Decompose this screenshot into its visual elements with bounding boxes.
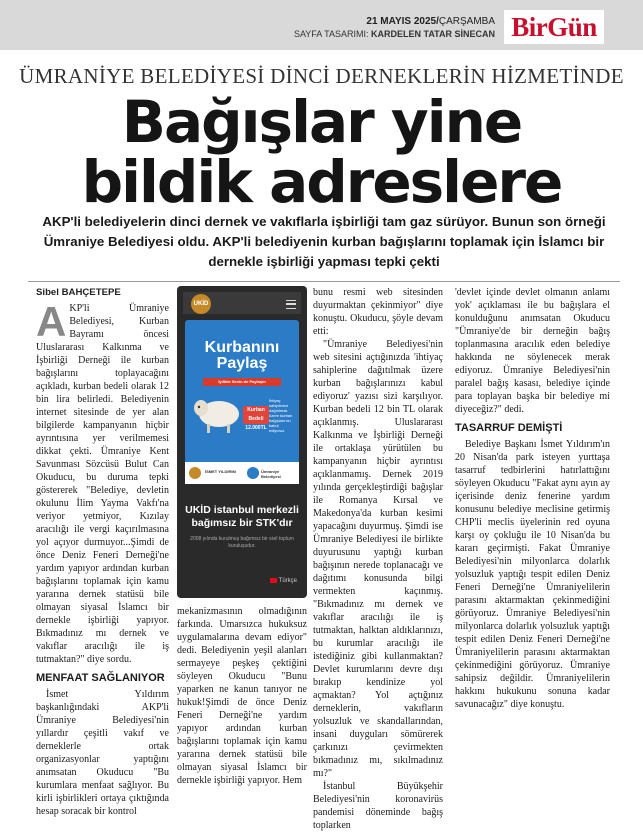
price-value: 12.000TL	[245, 425, 267, 431]
lead-paragraph	[36, 298, 169, 666]
sheep-image	[191, 390, 243, 434]
column-2	[177, 605, 307, 786]
newspaper-logo	[504, 10, 604, 44]
poster-footer	[185, 462, 299, 484]
paragraph: 'devlet içinde devlet olmanın anlamı yok' açıklaması ile bu bağışlara el konulduğunu anımsatan Okuducu "Ümraniye'de bir derneğin bağış toplanmasına aracılık eden belediye hakkında ne söylenecek merak ediyoruz. Ümraniye Belediyesi'nin paralel bağış kasası, belediye içinde para toplayan başka bir belediye mi diyeceğiz?" dedi.	[455, 287, 610, 415]
author-byline: Sibel BAHÇETEPE	[36, 287, 121, 298]
site-header	[183, 292, 301, 314]
column-4	[455, 286, 610, 734]
paragraph: İstanbul Büyükşehir Belediyesi'nin koronavirüs pandemisi döneminde bağış toplarken	[313, 781, 443, 831]
paragraph: Belediye Başkanı İsmet Yıldırım'ın 20 Nisan'da park isteyen yurttaşa tasarruf tedbirlerini hatırlattığını söyleyen Okuducu "Fakat aynı ayın ay içerisinde deniz fenerine yardım konusunu belediye meclisine getirmiş CHP'li meclis üyelerinin red oyuna karşı oy çokluğu ile 10 Nisan'da bu kararı geçirmişti. Fakat Ümraniye Belediyesi'nin milyonlarca dolarlık yolsuzluk yaptığı tespit edilen Deniz Feneri Derneği'ne Ümraniyelilerin parasını aktarmaktan çekinmediğini görüyoruz. Ümraniye Belediyesi'nin milyonlarca dolarlık yolsuzluk yaptığı tespit edilen Deniz Feneri Derneği'ne Ümraniyelilerin parasını aktarmaktan çekinmediğini görüyoruz. Ümraniye sahipsiz değildir. Ümraniyelilerin hakkını hukukunu sonuna kadar savunacağız" diye konuştu.	[455, 439, 610, 710]
footer-right-text: Ümraniye Belediyesi	[261, 469, 281, 479]
footer-left-text: İSMET YILDIRIM	[205, 469, 236, 474]
overline: ÜMRANİYE BELEDİYESİ DİNCİ DERNEKLERİN HİZMETİNDE	[19, 64, 624, 88]
article-spot: AKP'li belediyelerin dinci dernek ve vakıflarla işbirliği tam gaz sürüyor. Bunun son örneği Ümraniye Belediyesi oldu. AKP'li belediyenin kurban bağışlarını toplamak için İslamcı bir dernekle işbirliği yapması tepki çekti	[42, 214, 606, 269]
logo-text: BirGün	[511, 11, 597, 42]
subheading: TASARRUF DEMİŞTİ	[455, 422, 563, 434]
column-1	[36, 298, 169, 817]
poster-title	[189, 340, 295, 372]
date-text: 21 MAYIS 2025/	[366, 16, 439, 27]
issue-date	[366, 16, 495, 27]
poster-tagline: İyilikte Sevin de Paylaşın	[203, 378, 281, 386]
website-screenshot-photo	[177, 286, 307, 598]
hamburger-menu-icon	[286, 300, 296, 309]
site-caption: UKİD istanbul merkezli bağımsız bir STK'dır	[185, 504, 299, 529]
headline	[0, 88, 643, 216]
drop-cap: A	[36, 298, 67, 345]
lead-text: KP'li Ümraniye Belediyesi, Kurban Bayramı öncesi Uluslararası Kalkınma ve İşbirliği Derneği ile kurban bağışlarını toplayacağını açıkladı, kurban bedeli olarak 12 bin lira belirledi. Belediyenin internet sitesinde de yer alan bilgilerde kampanyanın hiçbir ayrıntısına yer verilmemesi dikkat çekti. Ümraniye Kent Savunması Sözcüsü Bulut Can Okuducu, bu duruma tepki göstererek "Belediye, devletin okulunu İlim Yayma Vakfı'na veriyor yetmiyor, Kızılay aracılığı ile vergi kaçırılmasına yol açıyor durmuyor...Şimdi de önce Deniz Feneri Derneği'ne yardım yapıyor ardından kurban bağışlarını toplamak için kamu yararına dernek statüsü bile olmayan siyasal İslamcı bir dernekle işbirliği yapıyor. Bıkmadınız mı dernek ve vakıflar aracılığı ile iş tutmaktan?" diye sordu.	[36, 303, 169, 665]
page-header-bar	[0, 0, 643, 50]
poster-side-text: İhtiyaç sahiplerine dağıtılmak üzere kurban bağışlarınızı kabul ediyoruz.	[269, 398, 293, 433]
headline-line-2: bildik adreslere	[81, 148, 562, 216]
paragraph: "Ümraniye Belediyesi'nin web sitesini açtığınızda 'ihtiyaç sahiplerine dağıtılmak üzere kurban bağışlarınızı kabul ediyoruz' yazısı sizi karşılıyor. Kurban bedeli 12 bin TL olarak açıklanmış. Uluslararası Kalkınma ve İşbirliği Derneği ile ortaklaşa yürütülen bu kampanyanın hiçbir ayrıntısı açıklanmamış. Dernek 2019 yılında gerçekleştirdiği bağışlar ile Romanya Kırsal ve Makedonya'da kurban kesimi yapacağını duyurmuş. Şimdi ise Ümraniye Belediyesi ile birlikte duyurusunu yaptığı kurban bağışının nerede toplanacağı ve dağıtımı konusunda bilgi vermekten kaçınmış. "Bıkmadınız mı dernek ve vakıflar aracılığı ile iş tutmaktan, halktan aldıklarınızı, bu kurumlar aracılığı ile istediğiniz gibi kullanmaktan? Devlet kurumlarını devre dışı bırakıp kendinize yol açmaktan? Yol açtığınız derneklerin, vakıfların yolsuzluk ve skandallarından, insani duyguları sömürerek çarkınızı çevirmekten bıkmadınız mı, sıkılmadınız mı?"	[313, 339, 443, 779]
site-description: 2008 yılında kurulmuş bağımsız bir sivil toplum kuruluşudur.	[190, 536, 294, 549]
headline-line-1: Bağışlar yine	[121, 88, 522, 156]
municipality-logo	[247, 467, 259, 479]
poster-title-line-2: Paylaş	[216, 355, 268, 372]
language-selector	[270, 578, 297, 584]
designer-label: SAYFA TASARIMI:	[293, 29, 369, 39]
column-3	[313, 286, 443, 831]
paragraph: İsmet Yıldırım başkanlığındaki AKP'li Ümraniye Belediyesi'nin yıllardır çeşitli vakıf ve derneklerle ortak organizasyonlar yaptığını anımsatan Okuducu "Bu kurumlara menfaat sağlıyor. Bu kirli işbirlikleri ortaya çıktığında hesap soracak bir kontrol	[36, 689, 169, 817]
flag-icon	[270, 578, 277, 583]
day-text: ÇARŞAMBA	[438, 16, 495, 27]
price-label: Kurban Bedeli	[247, 407, 265, 422]
campaign-poster	[185, 320, 299, 484]
paragraph: bunu resmi web sitesinden duyurmaktan çekinmiyor" diye konuştu. Okuducu, şöyle devam etti:	[313, 287, 443, 337]
ukid-small-logo	[189, 467, 201, 479]
paragraph: mekanizmasının olmadığının farkında. Umarsızca hukuksuz uygulamalarına devam ediyor" dedi. Belediyenin yeşil alanları sermayeye peşkeş çektiğini söyleyen Okuducu "Bunu yaparken ne kanun tanıyor ne hukuk!Şimdi de önce Deniz Feneri Derneği'ne yardım yapıyor ardından kurban bağışlarını toplamak için kamu yararına dernek statüsü bile olmayan siyasal İslamcı bir dernekle işbirliği yapıyor. Hem	[177, 606, 307, 786]
page-designer	[294, 29, 495, 39]
divider	[28, 281, 620, 282]
poster-title-line-1: Kurbanını	[204, 339, 280, 356]
designer-name: KARDELEN TATAR SİNECAN	[371, 29, 495, 39]
ukid-logo: UKİD	[191, 294, 211, 314]
language-text: Türkçe	[278, 578, 297, 585]
subheading: MENFAAT SAĞLANIYOR	[36, 672, 165, 684]
price-badge	[243, 406, 269, 431]
